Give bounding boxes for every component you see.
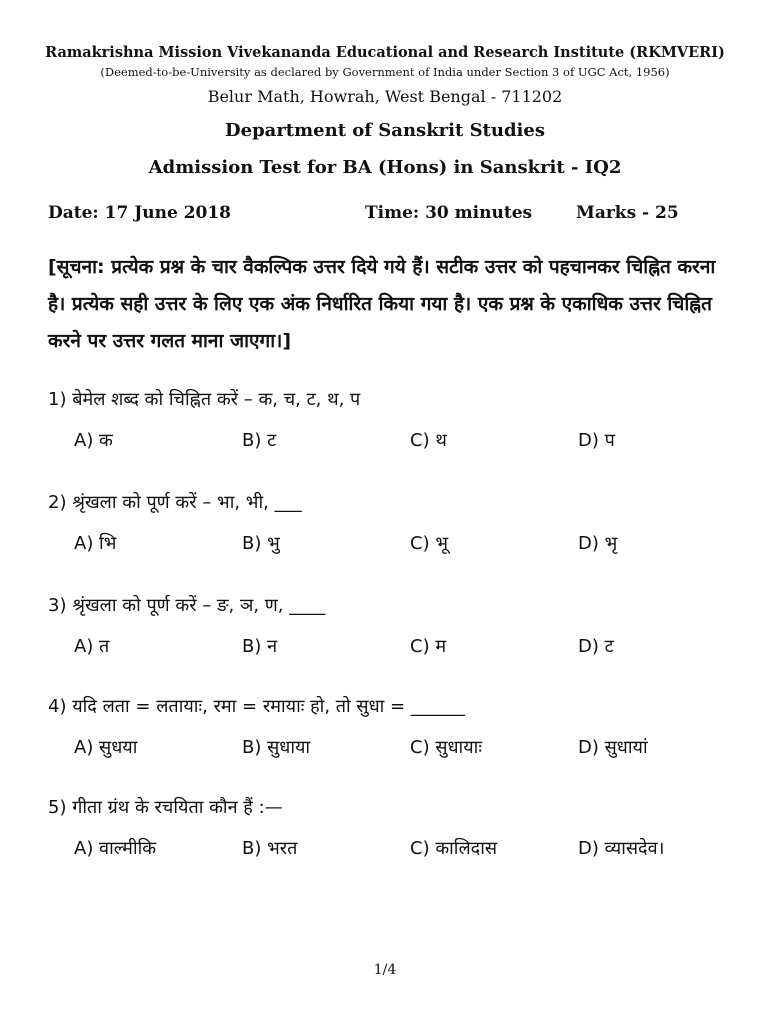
question-2: 2) श्रृंखला को पूर्ण करें – भा, भी, ___ — [48, 492, 302, 513]
question-3-option-b: B) न — [242, 636, 278, 657]
question-5-option-d: D) व्यासदेव। — [578, 838, 665, 859]
question-3: 3) श्रृंखला को पूर्ण करें – ङ, ञ, ण, ____ — [48, 595, 326, 616]
question-1-option-a: A) क — [74, 430, 113, 451]
institution-status: (Deemed-to-be-University as declared by Government of India under Section 3 of UGC Act, 1956) — [100, 65, 670, 79]
question-2-option-d: D) भृ — [578, 533, 618, 554]
question-1-option-d: D) प — [578, 430, 615, 451]
question-2-option-a: A) भि — [74, 533, 117, 554]
question-1-option-b: B) ट — [242, 430, 277, 451]
question-4-option-a: A) सुधया — [74, 737, 138, 758]
question-4-option-d: D) सुधायां — [578, 737, 648, 758]
question-5-option-a: A) वाल्मीकि — [74, 838, 157, 859]
exam-marks: Marks - 25 — [576, 203, 679, 223]
question-2-option-b: B) भु — [242, 533, 280, 554]
institution-name: Ramakrishna Mission Vivekananda Educational and Research Institute (RKMVERI) — [45, 44, 725, 61]
question-5: 5) गीता ग्रंथ के रचयिता कौन हैं :— — [48, 797, 283, 818]
exam-time: Time: 30 minutes — [365, 203, 533, 223]
department-title: Department of Sanskrit Studies — [225, 120, 545, 141]
question-1: 1) बेमेल शब्द को चिह्नित करें – क, च, ट, थ, प — [48, 389, 361, 410]
page-number: 1/4 — [373, 962, 397, 978]
question-5-option-b: B) भरत — [242, 838, 298, 859]
question-4-option-c: C) सुधायाः — [410, 737, 482, 758]
institution-address: Belur Math, Howrah, West Bengal - 711202 — [207, 87, 563, 106]
test-title: Admission Test for BA (Hons) in Sanskrit - IQ2 — [148, 157, 622, 178]
exam-date: Date: 17 June 2018 — [48, 203, 232, 223]
question-4: 4) यदि लता = लतायाः, रमा = रमायाः हो, तो सुधा = ______ — [48, 696, 465, 717]
instructions-notice: [सूचना: प्रत्येक प्रश्न के चार वैकल्पिक उत्तर दिये गये हैं। सटीक उत्तर को पहचानकर चिह्नित करना है। प्रत्येक सही उत्तर के लिए एक अंक निर्धारित किया गया है। एक प्रश्न के एकाधिक उत्तर चिह्नित करने पर उत्तर गलत माना जाएगा।] — [48, 256, 716, 352]
question-2-option-c: C) भू — [410, 533, 448, 554]
question-5-option-c: C) कालिदास — [410, 838, 498, 859]
question-3-option-c: C) म — [410, 636, 447, 657]
question-4-option-b: B) सुधाया — [242, 737, 311, 758]
question-3-option-d: D) ट — [578, 636, 614, 657]
question-1-option-c: C) थ — [410, 430, 447, 451]
question-3-option-a: A) त — [74, 636, 110, 657]
